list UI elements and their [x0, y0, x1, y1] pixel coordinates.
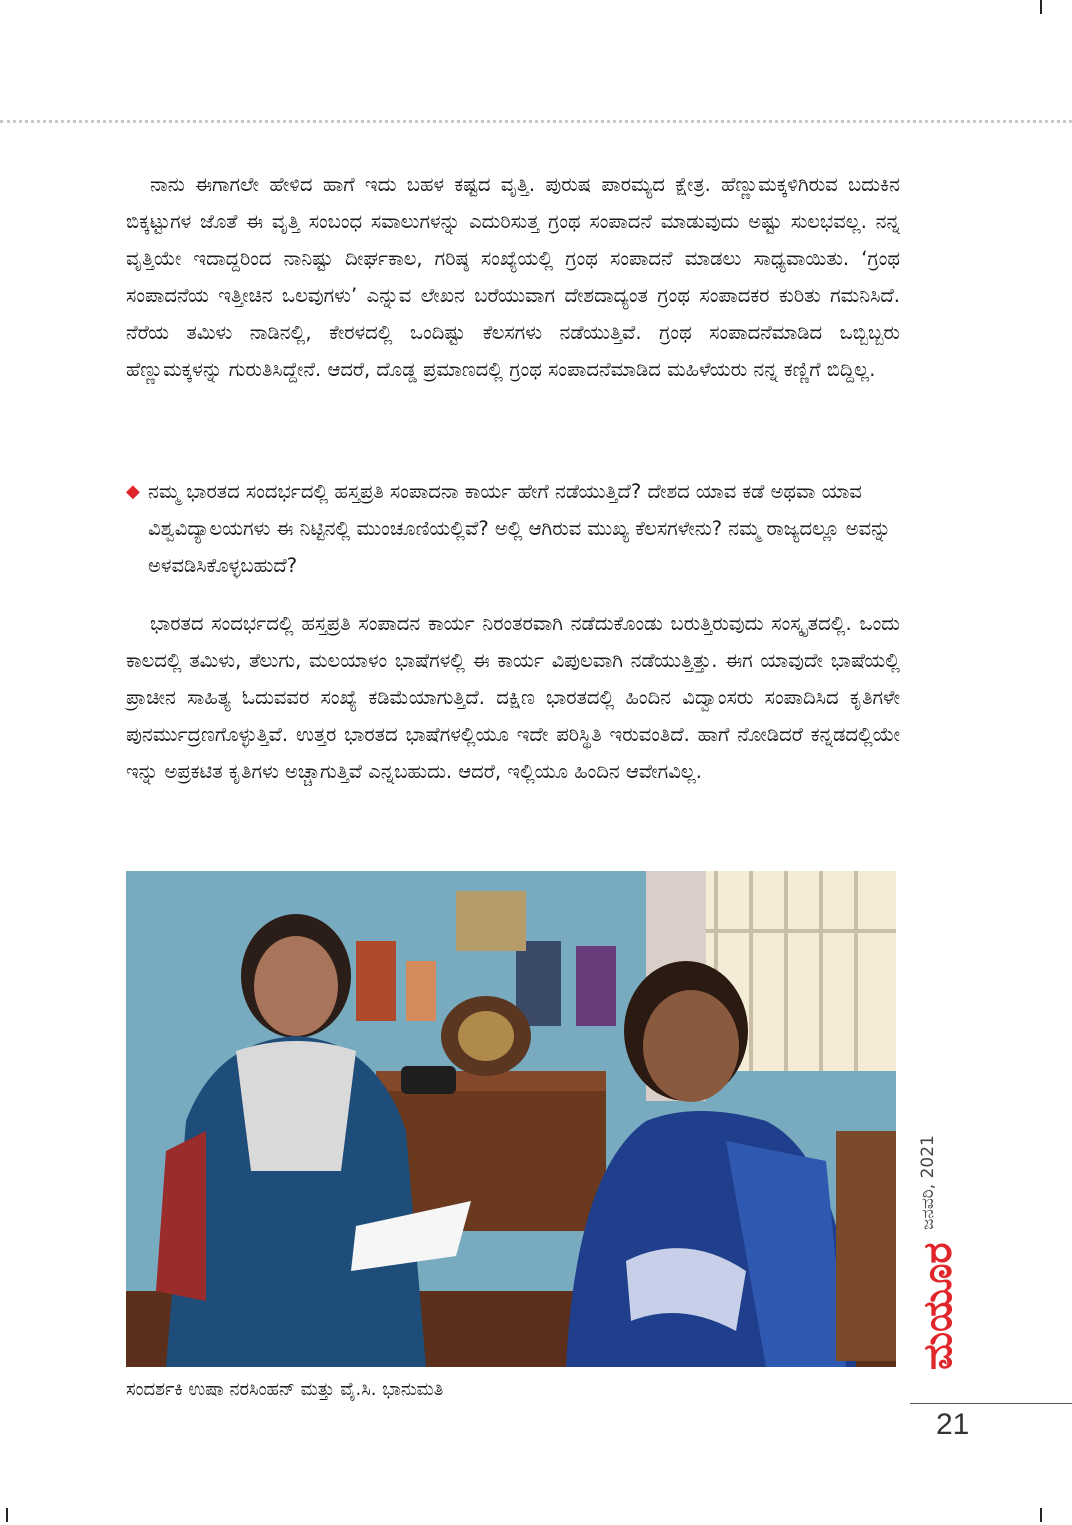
crop-mark-top-right [1040, 0, 1042, 14]
answer-paragraph-2: ಭಾರತದ ಸಂದರ್ಭದಲ್ಲಿ ಹಸ್ತಪ್ರತಿ ಸಂಪಾದನ ಕಾರ್ಯ ನಿರಂತರವಾಗಿ ನಡೆದುಕೊಂಡು ಬರುತ್ತಿರುವುದು ಸಂಸ್ಕೃತದಲ್ಲಿ. ಒಂದು ಕಾಲದಲ್ಲಿ ತಮಿಳು, ತೆಲುಗು, ಮಲಯಾಳಂ ಭಾಷೆಗಳಲ್ಲಿ ಈ ಕಾರ್ಯ ವಿಪುಲವಾಗಿ ನಡೆಯುತ್ತಿತ್ತು. ಈಗ ಯಾವುದೇ ಭಾಷೆಯಲ್ಲಿ ಪ್ರಾಚೀನ ಸಾಹಿತ್ಯ ಓದುವವರ ಸಂಖ್ಯೆ ಕಡಿಮೆಯಾಗುತ್ತಿದೆ. ದಕ್ಷಿಣ ಭಾರತದಲ್ಲಿ ಹಿಂದಿನ ವಿದ್ವಾಂಸರು ಸಂಪಾದಿಸಿದ ಕೃತಿಗಳೇ ಪುನರ್ಮುದ್ರಣಗೊಳ್ಳುತ್ತಿವೆ. ಉತ್ತರ ಭಾರತದ ಭಾಷೆಗಳಲ್ಲಿಯೂ ಇದೇ ಪರಿಸ್ಥಿತಿ ಇರುವಂತಿದೆ. ಹಾಗೆ ನೋಡಿದರೆ ಕನ್ನಡದಲ್ಲಿಯೇ ಇನ್ನು ಅಪ್ರಕಟಿತ ಕೃತಿಗಳು ಅಚ್ಚಾಗುತ್ತಿವೆ ಎನ್ನಬಹುದು. ಆದರೆ, ಇಲ್ಲಿಯೂ ಹಿಂದಿನ ಆವೇಗವಿಲ್ಲ. [126, 612, 900, 783]
magazine-masthead: ಮಯೂರ [915, 1242, 961, 1370]
question-text: ನಮ್ಮ ಭಾರತದ ಸಂದರ್ಭದಲ್ಲಿ ಹಸ್ತಪ್ರತಿ ಸಂಪಾದನಾ ಕಾರ್ಯ ಹೇಗೆ ನಡೆಯುತ್ತಿದೆ? ದೇಶದ ಯಾವ ಕಡೆ ಅಥವಾ ಯಾವ ವಿಶ್ವವಿದ್ಯಾಲಯಗಳು ಈ ನಿಟ್ಟಿನಲ್ಲಿ ಮುಂಚೂಣಿಯಲ್ಲಿವೆ? ಅಲ್ಲಿ ಆಗಿರುವ ಮುಖ್ಯ ಕೆಲಸಗಳೇನು? ನಮ್ಮ ರಾಜ್ಯದಲ್ಲೂ ಅವನ್ನು ಅಳವಡಿಸಿಕೊಳ್ಳಬಹುದೆ? [148, 480, 891, 577]
page-number-rule [910, 1403, 1072, 1404]
crop-mark-bottom-left [6, 1508, 8, 1522]
crop-mark-bottom-right [1040, 1508, 1042, 1522]
header-dotted-rule [0, 120, 1072, 123]
issue-date: ಜನವರಿ, 2021 [918, 1135, 938, 1230]
photo-caption: ಸಂದರ್ಶಕಿ ಉಷಾ ನರಸಿಂಹನ್ ಮತ್ತು ವೈ.ಸಿ. ಭಾನುಮತಿ [126, 1379, 444, 1400]
answer-paragraph-1: ನಾನು ಈಗಾಗಲೇ ಹೇಳಿದ ಹಾಗೆ ಇದು ಬಹಳ ಕಷ್ಟದ ವೃತ್ತಿ. ಪುರುಷ ಪಾರಮ್ಯದ ಕ್ಷೇತ್ರ. ಹೆಣ್ಣುಮಕ್ಕಳಿಗಿರುವ ಬದುಕಿನ ಬಿಕ್ಕಟ್ಟುಗಳ ಜೊತೆ ಈ ವೃತ್ತಿ ಸಂಬಂಧ ಸವಾಲುಗಳನ್ನು ಎದುರಿಸುತ್ತ ಗ್ರಂಥ ಸಂಪಾದನೆ ಮಾಡುವುದು ಅಷ್ಟು ಸುಲಭವಲ್ಲ. ನನ್ನ ವೃತ್ತಿಯೇ ಇದಾದ್ದರಿಂದ ನಾನಿಷ್ಟು ದೀರ್ಘಕಾಲ, ಗರಿಷ್ಠ ಸಂಖ್ಯೆಯಲ್ಲಿ ಗ್ರಂಥ ಸಂಪಾದನೆ ಮಾಡಲು ಸಾಧ್ಯವಾಯಿತು. ‘ಗ್ರಂಥ ಸಂಪಾದನೆಯ ಇತ್ತೀಚಿನ ಒಲವುಗಳು’ ಎನ್ನುವ ಲೇಖನ ಬರೆಯುವಾಗ ದೇಶದಾದ್ಯಂತ ಗ್ರಂಥ ಸಂಪಾದಕರ ಕುರಿತು ಗಮನಿಸಿದೆ. ನೆರೆಯ ತಮಿಳು ನಾಡಿನಲ್ಲಿ, ಕೇರಳದಲ್ಲಿ ಒಂದಿಷ್ಟು ಕೆಲಸಗಳು ನಡೆಯುತ್ತಿವೆ. ಗ್ರಂಥ ಸಂಪಾದನೆಮಾಡಿದ ಒಬ್ಬಿಬ್ಬರು ಹೆಣ್ಣುಮಕ್ಕಳನ್ನು ಗುರುತಿಸಿದ್ದೇನೆ. ಆದರೆ, ದೊಡ್ಡ ಪ್ರಮಾಣದಲ್ಲಿ ಗ್ರಂಥ ಸಂಪಾದನೆಮಾಡಿದ ಮಹಿಳೆಯರು ನನ್ನ ಕಣ್ಣಿಗೆ ಬಿದ್ದಿಲ್ಲ. [126, 173, 900, 381]
diamond-bullet-icon: ◆ [126, 481, 140, 502]
interview-question [126, 473, 900, 584]
interview-photo [126, 871, 896, 1367]
page-number: 21 [936, 1408, 970, 1441]
